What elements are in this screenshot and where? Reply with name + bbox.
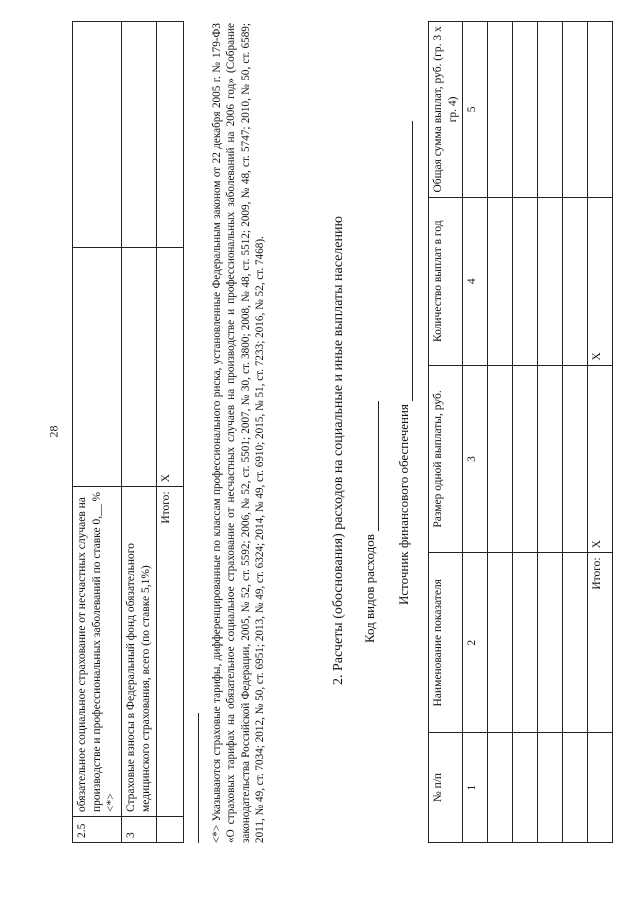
column-number: 5 [463,22,488,198]
column-header: Общая сумма выплат, руб. (гр. 3 х гр. 4) [429,22,463,198]
cell-empty [73,22,122,248]
source-label: Источник финансового обеспечения [396,404,411,605]
cell-empty [588,22,613,198]
x-mark: X [588,197,613,365]
cell-empty [538,365,563,553]
source-field [396,121,413,605]
cell-empty [513,197,538,365]
page-number: 28 [46,425,61,438]
cell-empty [513,553,538,733]
cell-empty [513,365,538,553]
cell-empty [588,733,613,843]
section-title: 2. Расчеты (обоснования) расходов на социальные и иные выплаты населению [331,216,346,685]
table-row [513,22,538,843]
code-label: Код видов расходов [362,534,377,643]
cell-empty [156,22,183,248]
cell-empty [73,247,122,487]
footnote-divider [198,713,199,843]
table-row [122,22,156,843]
x-mark: X [156,247,183,487]
column-number: 1 [463,733,488,843]
column-number: 3 [463,365,488,553]
cell-empty [488,365,513,553]
cell-empty [513,22,538,198]
footnote [210,23,267,843]
code-blank-line [378,401,379,531]
cell-empty [122,22,156,248]
table-row [538,22,563,843]
cell-empty [563,733,588,843]
cell-empty [488,553,513,733]
table-row [73,22,122,843]
row-name: обязательное социальное страхование от несчастных случаев на производстве и профессиональных заболеваний по ставке 0,__ % <*> [73,487,122,817]
cell-empty [513,733,538,843]
cell-empty [538,733,563,843]
x-mark: X [588,365,613,553]
footnote-text: <*> Указываются страховые тарифы, дифференцированные по классам профессионального риска, установленные Федеральным законом от 22 декабря 2005 г. № 179-ФЗ «О страховых тарифах на обязательное социальное страхование от несчастных случаев на производстве и профессиональных заболеваний на 2006 год» (Собрание законодательства Российской Федерации, 2005, № 52, ст. 5592; 2006, № 52, ст. 5501; 2007, № 30, ст. 3800; 2008, № 48, ст. 5512; 2009, № 48, ст. 5747; 2010, № 50, ст. 6589; 2011, № 49, ст. 7034; 2012, № 50, ст. 6951; 2013, № 49, ст. 6324; 2014, № 49, ст. 6910; 2015, № 51, ст. 7233; 2016, № 52, ст. 7468). [211,23,266,843]
insurance-contributions-table [72,21,184,843]
header-row [429,22,463,843]
total-label: Итого: [156,487,183,817]
cell-empty [488,733,513,843]
cell-empty [538,197,563,365]
column-header: № п/п [429,733,463,843]
cell-empty [122,247,156,487]
column-number: 2 [463,553,488,733]
column-header: Количество выплат в год [429,197,463,365]
social-payments-table [428,21,613,843]
cell-empty [488,22,513,198]
code-field [362,401,379,643]
column-header: Наименование показателя [429,553,463,733]
table-row [156,22,183,843]
cell-empty [538,22,563,198]
column-number: 4 [463,197,488,365]
cell-empty [563,22,588,198]
column-header: Размер одной выплаты, руб. [429,365,463,553]
column-number-row [463,22,488,843]
total-label: Итого: [588,553,613,733]
table-row [563,22,588,843]
total-row [588,22,613,843]
row-number: 2.5 [73,817,122,843]
row-number: 3 [122,817,156,843]
cell-empty [156,817,183,843]
cell-empty [563,197,588,365]
row-name: Страховые взносы в Федеральный фонд обязательного медицинского страхования, всего (по ставке 5,1%) [122,487,156,817]
table-row [488,22,513,843]
cell-empty [538,553,563,733]
source-blank-line [412,121,413,401]
cell-empty [488,197,513,365]
cell-empty [563,365,588,553]
cell-empty [563,553,588,733]
